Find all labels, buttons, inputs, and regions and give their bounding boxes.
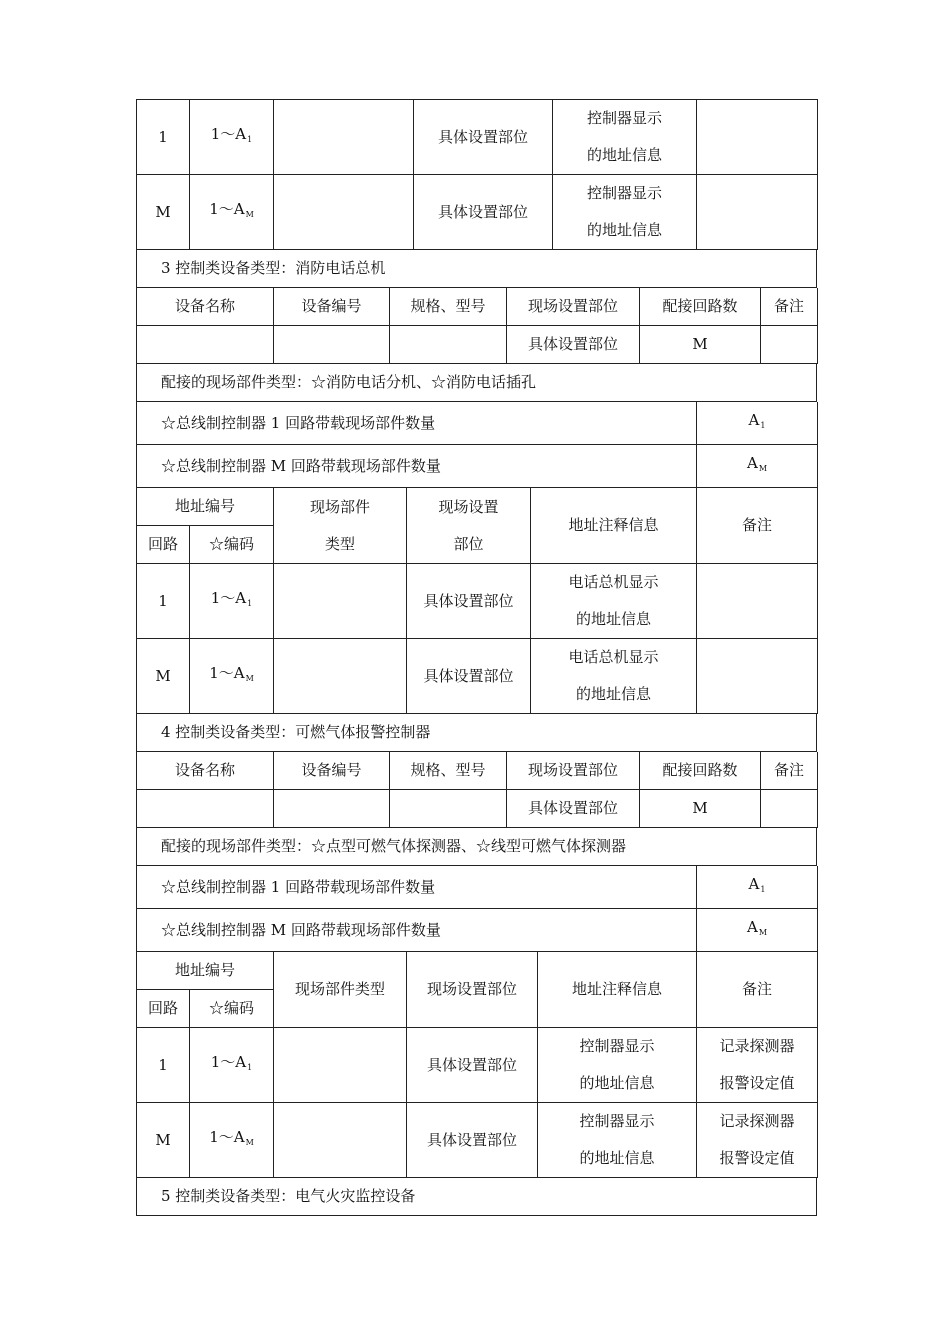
count-value: $A_M$ xyxy=(697,909,818,952)
table-row xyxy=(137,639,818,714)
column-header: 地址注释信息 xyxy=(531,488,697,564)
location-cell: 具体设置部位 xyxy=(407,1103,538,1178)
section-title: 4 控制类设备类型：可燃气体报警控制器 xyxy=(137,714,817,752)
top-address-table xyxy=(136,99,818,250)
table-row xyxy=(137,445,818,488)
section4-address-table xyxy=(136,952,818,1178)
section3-address-table xyxy=(136,488,818,714)
table-row xyxy=(137,564,818,639)
column-header: 地址编号 xyxy=(137,488,274,526)
parts-type-text: 配接的现场部件类型：☆点型可燃气体探测器、☆线型可燃气体探测器 xyxy=(137,828,817,866)
section3-parts-type-table xyxy=(136,364,817,402)
remark-cell xyxy=(697,639,818,714)
address-info-cell: 电话总机显示 的地址信息 xyxy=(531,564,697,639)
remark-cell xyxy=(761,790,818,828)
column-header: 地址注释信息 xyxy=(538,952,697,1028)
part-type-cell xyxy=(274,564,407,639)
section5-title-table xyxy=(136,1178,817,1216)
column-header: 现场设置部位 xyxy=(507,752,640,790)
remark-cell: 记录探测器 报警设定值 xyxy=(697,1103,818,1178)
loop-cell: 1 xyxy=(137,564,190,639)
table-header-row xyxy=(137,752,818,790)
location-cell: 具体设置部位 xyxy=(507,790,640,828)
column-header: 备注 xyxy=(697,488,818,564)
count-value: $A_M$ xyxy=(697,445,818,488)
location-cell: 具体设置部位 xyxy=(407,564,531,639)
location-cell: 具体设置部位 xyxy=(507,326,640,364)
table-row xyxy=(137,175,818,250)
part-type-cell xyxy=(274,639,407,714)
table-row xyxy=(137,1103,818,1178)
section4-device-table xyxy=(136,752,818,828)
loop-cell: M xyxy=(137,639,190,714)
count-label: ☆总线制控制器 1 回路带载现场部件数量 xyxy=(137,402,697,445)
column-header: ☆编码 xyxy=(190,990,274,1028)
column-header: 回路 xyxy=(137,990,190,1028)
section4-title-table xyxy=(136,714,817,752)
location-cell: 具体设置部位 xyxy=(407,1028,538,1103)
table-row xyxy=(137,909,818,952)
column-header: 现场部件类型 xyxy=(274,952,407,1028)
code-cell: $1\sim A_M$ xyxy=(190,1103,274,1178)
column-header: ☆编码 xyxy=(190,526,274,564)
loop-cell: 1 xyxy=(137,1028,190,1103)
code-cell: $1\sim A_1$ xyxy=(190,1028,274,1103)
column-header: 备注 xyxy=(761,288,818,326)
model-cell xyxy=(390,326,507,364)
part-type-cell xyxy=(274,1028,407,1103)
column-header: 现场设置 部位 xyxy=(407,488,531,564)
table-header-row xyxy=(137,488,818,526)
section4-parts-type-table xyxy=(136,828,817,866)
column-header: 设备编号 xyxy=(274,752,390,790)
column-header: 配接回路数 xyxy=(640,752,761,790)
remark-cell xyxy=(697,564,818,639)
table-row xyxy=(137,402,818,445)
model-cell xyxy=(390,790,507,828)
column-header: 备注 xyxy=(761,752,818,790)
column-header: 回路 xyxy=(137,526,190,564)
column-header: 设备名称 xyxy=(137,288,274,326)
table-header-row xyxy=(137,952,818,990)
loops-cell: M xyxy=(640,790,761,828)
code-cell: $1\sim A_M$ xyxy=(190,639,274,714)
section3-device-table xyxy=(136,288,818,364)
count-value: $A_1$ xyxy=(697,402,818,445)
device-number-cell xyxy=(274,790,390,828)
device-name-cell xyxy=(137,326,274,364)
loop-cell: M xyxy=(137,175,190,250)
code-cell: $1\sim A_M$ xyxy=(190,175,274,250)
loops-cell: M xyxy=(640,326,761,364)
column-header: 备注 xyxy=(697,952,818,1028)
address-info-cell: 控制器显示 的地址信息 xyxy=(553,175,697,250)
column-header: 规格、型号 xyxy=(390,752,507,790)
location-cell: 具体设置部位 xyxy=(414,100,553,175)
count-label: ☆总线制控制器 M 回路带载现场部件数量 xyxy=(137,445,697,488)
table-row xyxy=(137,866,818,909)
part-type-cell xyxy=(274,100,414,175)
address-info-cell: 控制器显示 的地址信息 xyxy=(538,1103,697,1178)
table-row xyxy=(137,100,818,175)
section3-title-table xyxy=(136,250,817,288)
section-title: 5 控制类设备类型：电气火灾监控设备 xyxy=(137,1178,817,1216)
address-info-cell: 控制器显示 的地址信息 xyxy=(538,1028,697,1103)
column-header: 现场设置部位 xyxy=(507,288,640,326)
remark-cell xyxy=(697,100,818,175)
count-label: ☆总线制控制器 M 回路带载现场部件数量 xyxy=(137,909,697,952)
part-type-cell xyxy=(274,1103,407,1178)
loop-cell: M xyxy=(137,1103,190,1178)
column-header: 设备编号 xyxy=(274,288,390,326)
column-header: 现场部件 类型 xyxy=(274,488,407,564)
part-type-cell xyxy=(274,175,414,250)
table-header-row xyxy=(137,288,818,326)
device-number-cell xyxy=(274,326,390,364)
section3-count-table xyxy=(136,402,818,488)
address-info-cell: 电话总机显示 的地址信息 xyxy=(531,639,697,714)
code-cell: $1\sim A_1$ xyxy=(190,100,274,175)
column-header: 规格、型号 xyxy=(390,288,507,326)
table-row xyxy=(137,790,818,828)
address-info-cell: 控制器显示 的地址信息 xyxy=(553,100,697,175)
table-row xyxy=(137,1028,818,1103)
document-page xyxy=(136,99,817,1216)
count-label: ☆总线制控制器 1 回路带载现场部件数量 xyxy=(137,866,697,909)
parts-type-text: 配接的现场部件类型：☆消防电话分机、☆消防电话插孔 xyxy=(137,364,817,402)
remark-cell xyxy=(761,326,818,364)
location-cell: 具体设置部位 xyxy=(407,639,531,714)
section4-count-table xyxy=(136,866,818,952)
column-header: 配接回路数 xyxy=(640,288,761,326)
remark-cell: 记录探测器 报警设定值 xyxy=(697,1028,818,1103)
count-value: $A_1$ xyxy=(697,866,818,909)
loop-cell: 1 xyxy=(137,100,190,175)
column-header: 地址编号 xyxy=(137,952,274,990)
remark-cell xyxy=(697,175,818,250)
location-cell: 具体设置部位 xyxy=(414,175,553,250)
column-header: 现场设置部位 xyxy=(407,952,538,1028)
section-title: 3 控制类设备类型：消防电话总机 xyxy=(137,250,817,288)
code-cell: $1\sim A_1$ xyxy=(190,564,274,639)
table-row xyxy=(137,326,818,364)
column-header: 设备名称 xyxy=(137,752,274,790)
device-name-cell xyxy=(137,790,274,828)
